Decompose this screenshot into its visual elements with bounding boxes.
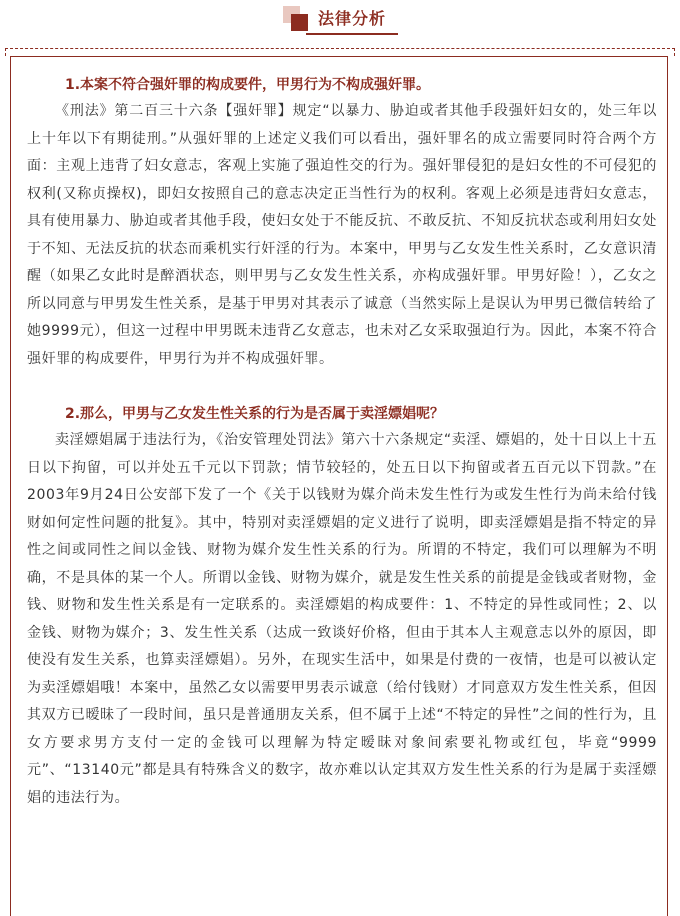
frame-corner-right [669, 48, 675, 56]
header-underline [306, 33, 398, 35]
section-2-paragraph: 卖淫嫖娼属于违法行为，《治安管理处罚法》第六十六条规定“卖淫、嫖娼的，处十日以上十五日以下拘留，可以并处五千元以下罚款；情节较轻的，处五日以下拘留或者五百元以下罚款。”在2003年9月24日公安部下发了一个《关于以钱财为媒介尚未发生性行为或发生性行为尚未给付钱财如何定性问题的批复》。其中，特别对卖淫嫖娼的定义进行了说明，即卖淫嫖娼是指不特定的异性之间或同性之间以金钱、财物为媒介发生性关系的行为。所谓的不特定，我们可以理解为不明确，不是具体的某一个人。所谓以金钱、财物为媒介，就是发生性关系的前提是金钱或者财物，金钱、财物和发生性关系是有一定联系的。卖淫嫖娼的构成要件：1、不特定的异性或同性；2、以金钱、财物为媒介；3、发生性关系（达成一致谈好价格，但由于其本人主观意志以外的原因，即使没有发生关系，也算卖淫嫖娼）。另外，在现实生活中，如果是付费的一夜情，也是可以被认定为卖淫嫖娼哦！本案中，虽然乙女以需要甲男表示诚意（给付钱财）才同意双方发生性关系，但因其双方已暧昧了一段时间，虽只是普通朋友关系，但不属于上述“不特定的异性”之间的性行为，且女方要求男方支付一定的金钱可以理解为特定暧昧对象间索要礼物或红包，毕竟“9999元”、“13140元”都是具有特殊含义的数字，故亦难以认定其双方发生性关系的行为是属于卖淫嫖娼的违法行为。 [27, 432, 657, 806]
section-1-heading: 1.本案不符合强奸罪的构成要件，甲男行为不构成强奸罪。 [65, 77, 431, 93]
section-2-heading: 2.那么，甲男与乙女发生性关系的行为是否属于卖淫嫖娼呢？ [65, 406, 445, 422]
section-gap [27, 373, 657, 401]
article-body [27, 72, 657, 812]
section-1-paragraph: 《刑法》第二百三十六条【强奸罪】规定“以暴力、胁迫或者其他手段强奸妇女的，处三年以上十年以下有期徒刑。”从强奸罪的上述定义我们可以看出，强奸罪名的成立需要同时符合两个方面：主观上违背了妇女意志，客观上实施了强迫性交的行为。强奸罪侵犯的是妇女性的不可侵犯的权利(又称贞操权)，即妇女按照自己的意志决定正当性行为的权利。客观上必须是违背妇女意志，具有使用暴力、胁迫或者其他手段，使妇女处于不能反抗、不敢反抗、不知反抗状态或利用妇女处于不知、无法反抗的状态而乘机实行奸淫的行为。本案中，甲男与乙女发生性关系时，乙女意识清醒（如果乙女此时是醉酒状态，则甲男与乙女发生性关系，亦构成强奸罪。甲男好险！），乙女之所以同意与甲男发生性关系，是基于甲男对其表示了诚意（当然实际上是误认为甲男已微信转给了她9999元），但这一过程中甲男既未违背乙女意志，也未对乙女采取强迫行为。因此，本案不符合强奸罪的构成要件，甲男行为并不构成强奸罪。 [27, 103, 657, 367]
frame-dashed-top [5, 48, 675, 49]
square-front-shape [291, 14, 308, 31]
frame-corner-left [5, 48, 11, 56]
double-square-icon [283, 6, 309, 32]
header-title: 法律分析 [318, 9, 387, 28]
section-header [0, 0, 680, 40]
